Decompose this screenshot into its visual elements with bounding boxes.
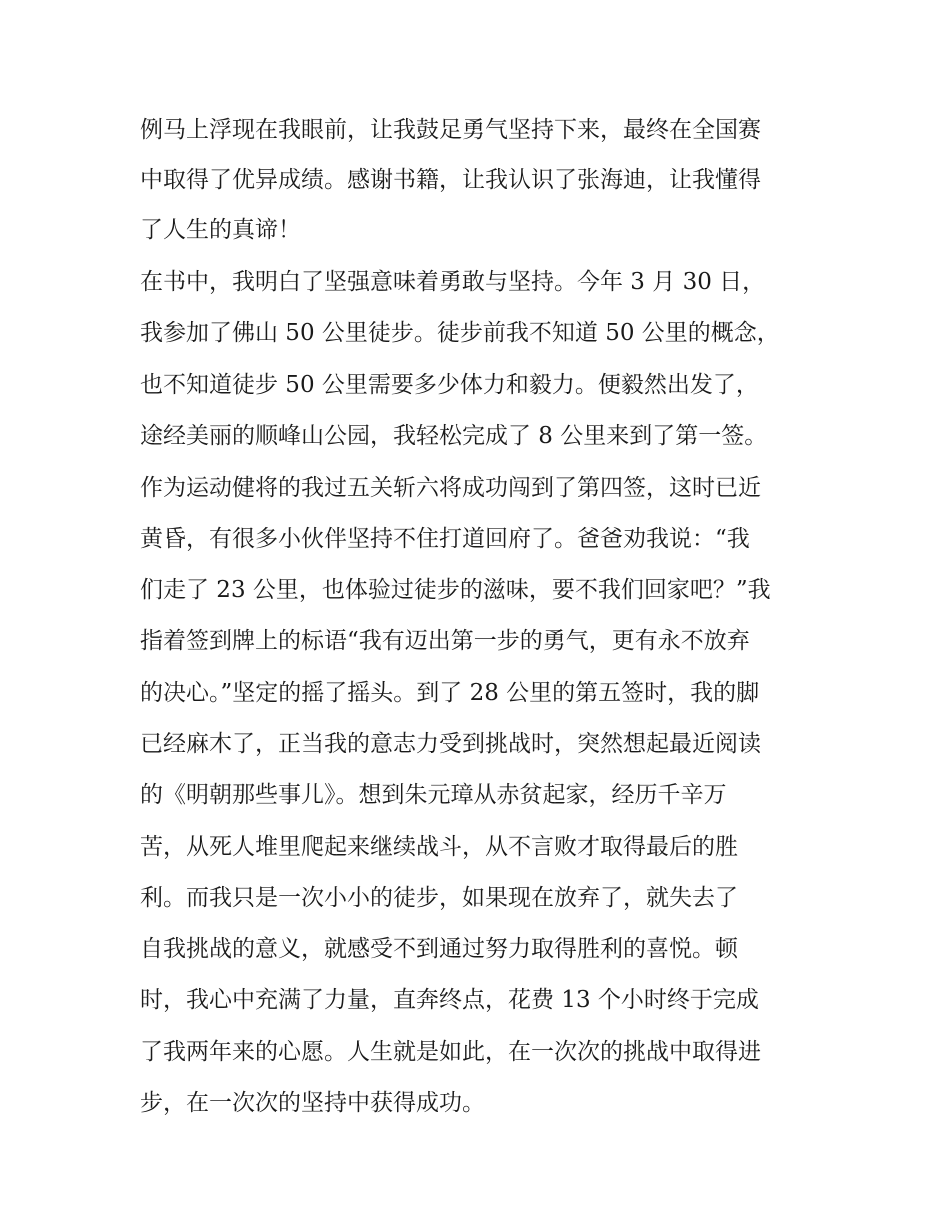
text-line: 途经美丽的顺峰山公园，我轻松完成了 8 公里来到了第一签。 [140, 423, 768, 449]
text-line: 时，我心中充满了力量，直奔终点，花费 13 个小时终于完成 [140, 987, 759, 1013]
text-line: 指着签到牌上的标语“我有迈出第一步的勇气，更有永不放弃 [140, 628, 750, 654]
text-line: 自我挑战的意义，就感受不到通过努力取得胜利的喜悦。顿 [140, 936, 738, 962]
text-line: 了人生的真谛！ [140, 217, 301, 243]
text-line: 利。而我只是一次小小的徒步，如果现在放弃了，就失去了 [140, 885, 738, 911]
text-line: 作为运动健将的我过五关斩六将成功闯到了第四签，这时已近 [140, 475, 761, 501]
text-line: 中取得了优异成绩。感谢书籍，让我认识了张海迪，让我懂得 [140, 167, 761, 193]
text-line: 们走了 23 公里，也体验过徒步的滋味，要不我们回家吧？”我 [140, 577, 771, 603]
text-line: 的《明朝那些事儿》。想到朱元璋从赤贫起家，经历千辛万 [140, 782, 727, 808]
text-line: 也不知道徒步 50 公里需要多少体力和毅力。便毅然出发了， [140, 372, 759, 398]
text-line: 我参加了佛山 50 公里徒步。徒步前我不知道 50 公里的概念， [140, 320, 780, 346]
text-line: 例马上浮现在我眼前，让我鼓足勇气坚持下来，最终在全国赛 [140, 117, 761, 143]
text-line: 黄昏，有很多小伙伴坚持不住打道回府了。爸爸劝我说：“我 [140, 526, 750, 552]
text-line: 了我两年来的心愿。人生就是如此，在一次次的挑战中取得进 [140, 1039, 761, 1065]
text-line: 步，在一次次的坚持中获得成功。 [140, 1090, 485, 1116]
text-line: 在书中，我明白了坚强意味着勇敢与坚持。今年 3 月 30 日， [140, 269, 766, 295]
text-line: 已经麻木了，正当我的意志力受到挑战时，突然想起最近阅读 [140, 731, 761, 757]
text-line: 的决心。”坚定的摇了摇头。到了 28 公里的第五签时，我的脚 [140, 680, 760, 706]
text-line: 苦，从死人堆里爬起来继续战斗，从不言败才取得最后的胜 [140, 834, 738, 860]
